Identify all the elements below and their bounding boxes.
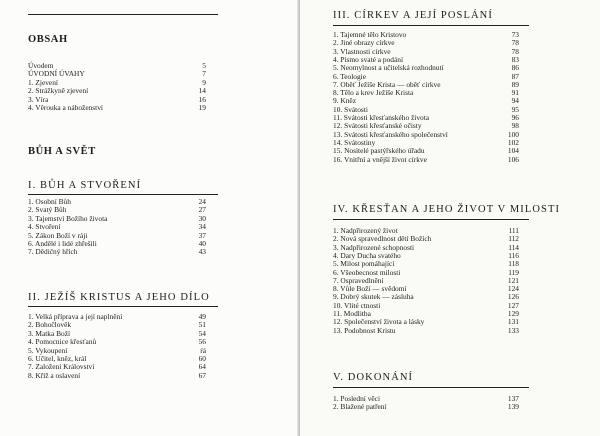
toc-entry-page: 112 — [508, 234, 519, 244]
toc-entry-page: 124 — [507, 284, 519, 294]
toc-entry-label: 1. Tajemné tělo Kristovo — [333, 30, 407, 39]
toc-entry-label: 3. Vlastnosti církve — [333, 46, 391, 56]
toc-entry-label: 2. Jiné obrazy církve — [333, 38, 395, 48]
toc-entry-label: 3. Tajemství Božího života — [28, 213, 108, 223]
toc-entry-label: 12. Společenství života a lásky — [333, 317, 425, 327]
toc-entry-label: 7. Ospravedlnění — [333, 275, 384, 285]
toc-entry-label: 11. Modlitba — [333, 309, 371, 318]
toc-entry-label: 15. Nositelé pastýřského úřadu — [333, 146, 425, 156]
top-rule — [28, 14, 218, 15]
toc-entry-page: 16 — [198, 94, 206, 104]
toc-entry-page: 40 — [198, 239, 206, 248]
toc-entry-label: 7. Oběť Ježíše Krista — oběť církve — [333, 79, 441, 89]
toc-entry-label: 1. Poslední věci — [333, 394, 381, 403]
toc-entry-label: 2. Bohočlověk — [28, 320, 72, 330]
toc-entry-page: 116 — [508, 250, 519, 260]
toc-entry-label: 1. Nadpřirozený život — [333, 226, 398, 235]
toc-entry-page: 118 — [508, 259, 519, 269]
toc-entry-label: 5. Vykoupení — [28, 345, 68, 355]
toc-entry — [333, 156, 519, 164]
toc-entry-page: ŕá — [200, 345, 206, 355]
toc-entry-page: 91 — [511, 88, 519, 98]
toc-entry-label: 2. Nová spravedlnost dětí Božích — [333, 234, 432, 244]
toc-entry-page: 100 — [507, 129, 519, 139]
toc-entry-label: 5. Milost pomáhající — [333, 259, 395, 269]
toc-entry-label: 14. Svátostiny — [333, 137, 376, 147]
toc-entry-label: 3. Nadpřirozené schopnosti — [333, 242, 415, 252]
toc-entry-label: 2. Blažené patření — [333, 402, 387, 412]
toc-entry-label: 2. Svatý Bůh — [28, 205, 67, 215]
toc-entry-page: 64 — [198, 362, 206, 372]
toc-entry-page: 119 — [508, 267, 519, 277]
toc-entry-page: 83 — [511, 54, 519, 64]
toc-entry-label: 3. Víra — [28, 94, 49, 104]
section2-rule — [28, 306, 218, 307]
toc-entry-page: 7 — [202, 69, 206, 79]
toc-entry-page: 9 — [202, 77, 206, 87]
toc-entry-label: 11. Svátosti křesťanského života — [333, 113, 430, 122]
section5-rule — [333, 387, 529, 388]
toc-entry-page: 78 — [511, 46, 519, 56]
toc-entry — [28, 248, 206, 256]
toc-entry-page: 94 — [511, 96, 519, 106]
toc-entry-label: 1. Osobní Bůh — [28, 197, 71, 206]
toc-entry — [28, 104, 206, 112]
toc-entry-label: 4. Pomocnice křesťanů — [28, 337, 97, 347]
toc-entry-page: 5 — [202, 61, 206, 70]
toc-entry-label: 9. Dobrý skutek — zásluha — [333, 292, 414, 302]
section1-rule — [28, 194, 218, 195]
toc-entry-label: 9. Kněz — [333, 96, 356, 106]
toc-entry-page: 67 — [198, 370, 206, 380]
section4-title: IV. KŘESŤAN A JEHO ŽIVOT V MILOSTI — [333, 204, 561, 215]
section5-title: V. DOKONÁNÍ — [333, 372, 414, 383]
toc-entry-label: 16. Vnitřní a vnější život církve — [333, 154, 427, 164]
toc-entry-page: 129 — [507, 309, 519, 318]
toc-entry-page: 114 — [508, 242, 519, 252]
toc-entry-page: 24 — [198, 197, 206, 206]
toc-entry-page: 30 — [198, 213, 206, 223]
toc-entry-label: 8. Tělo a krev Ježíše Krista — [333, 88, 414, 98]
section1-title: I. BŮH A STVOŘENÍ — [28, 180, 142, 191]
toc-entry-label: 5. Zákon Boží v ráji — [28, 230, 88, 240]
toc-entry-page: 43 — [198, 247, 206, 257]
toc-entry-page: 137 — [507, 394, 519, 403]
toc-entry-label: 4. Písmo svaté a podání — [333, 54, 403, 64]
toc-entry-label: 2. Strážkyně zjevení — [28, 86, 89, 96]
toc-entry-page: 87 — [511, 71, 519, 81]
toc-entry-page: 56 — [198, 337, 206, 347]
toc-entry-page: 14 — [198, 86, 206, 96]
toc-entry-label: 4. Stvoření — [28, 222, 61, 232]
toc-entry-page: 102 — [507, 137, 519, 147]
obsah-title: OBSAH — [28, 34, 68, 45]
toc-entry-label: 1. Velká příprava a její naplnění — [28, 312, 123, 321]
toc-entry-label: 5. Neomylnost a učitelská rozhodnutí — [333, 63, 444, 73]
toc-entry-label: 7. Dědičný hřích — [28, 247, 78, 257]
toc-entry-page: 60 — [198, 354, 206, 363]
toc-entry — [28, 372, 206, 380]
toc-entry-page: 34 — [198, 222, 206, 232]
toc-entry-page: 104 — [507, 146, 519, 156]
toc-entry-label: 6. Teologie — [333, 71, 367, 81]
toc-entry — [333, 89, 519, 97]
toc-entry-page: 89 — [511, 79, 519, 89]
toc-entry-label: 6. Všeobecnost milosti — [333, 267, 401, 277]
toc-entry-page: 73 — [511, 30, 519, 39]
toc-entry-page: 126 — [507, 292, 519, 302]
toc-entry-label: 8. Kříž a oslavení — [28, 370, 81, 380]
toc-entry-label: 6. Učitel, kněz, král — [28, 354, 87, 363]
toc-entry-page: 51 — [198, 320, 206, 330]
section3-title: III. CÍRKEV A JEJÍ POSLÁNÍ — [333, 10, 493, 21]
toc-entry-page: 98 — [511, 121, 519, 131]
toc-entry-page: 121 — [507, 275, 519, 285]
toc-entry-label: 8. Vůle Boží — svědomí — [333, 284, 407, 294]
toc-entry-label: 10. Svátosti — [333, 104, 368, 114]
toc-entry-page: 49 — [198, 312, 206, 321]
toc-entry — [28, 87, 206, 95]
toc-entry-label: Úvodem — [28, 61, 54, 70]
toc-entry-page: 106 — [507, 154, 519, 164]
toc-entry-page: 139 — [507, 402, 519, 412]
toc-entry-page: 131 — [507, 317, 519, 327]
section2-title: II. JEŽÍŠ KRISTUS A JEHO DÍLO — [28, 292, 210, 303]
toc-entry-label: 13. Svátosti křesťanského společenství — [333, 129, 448, 139]
toc-entry-page: 78 — [511, 38, 519, 48]
toc-entry-page: 86 — [511, 63, 519, 73]
right-page — [300, 0, 600, 436]
toc-entry-label: 4. Věrouka a náboženství — [28, 103, 103, 112]
toc-entry-label: 1. Zjevení — [28, 77, 58, 87]
part-title: BŮH A SVĚT — [28, 146, 96, 157]
toc-entry-page: 133 — [507, 325, 519, 335]
toc-entry-page: 27 — [198, 205, 206, 215]
toc-entry-label: 10. Vlité ctnosti — [333, 300, 381, 310]
toc-entry-label: 13. Podobnost Kristu — [333, 325, 396, 335]
toc-entry-page: 127 — [507, 300, 519, 310]
toc-entry-label: 12. Svátosti křesťanské očisty — [333, 121, 422, 131]
toc-entry-page: 54 — [198, 328, 206, 338]
toc-entry — [333, 403, 519, 411]
toc-entry-page: 111 — [508, 226, 519, 235]
toc-entry-label: 7. Založení Království — [28, 362, 95, 372]
toc-entry-page: 95 — [511, 104, 519, 114]
toc-entry-page: 37 — [198, 230, 206, 240]
section3-rule — [333, 25, 529, 26]
toc-entry-label: ÚVODNÍ ÚVAHY — [28, 69, 85, 79]
toc-entry-page: 96 — [511, 113, 519, 122]
toc-entry-page: 19 — [198, 103, 206, 112]
toc-entry-label: 6. Andělé i lidé zhřešili — [28, 239, 97, 248]
toc-entry-label: 3. Matka Boží — [28, 328, 71, 338]
toc-entry-label: 4. Dary Ducha svatého — [333, 250, 401, 260]
toc-entry — [333, 327, 519, 335]
section4-rule — [333, 219, 529, 220]
